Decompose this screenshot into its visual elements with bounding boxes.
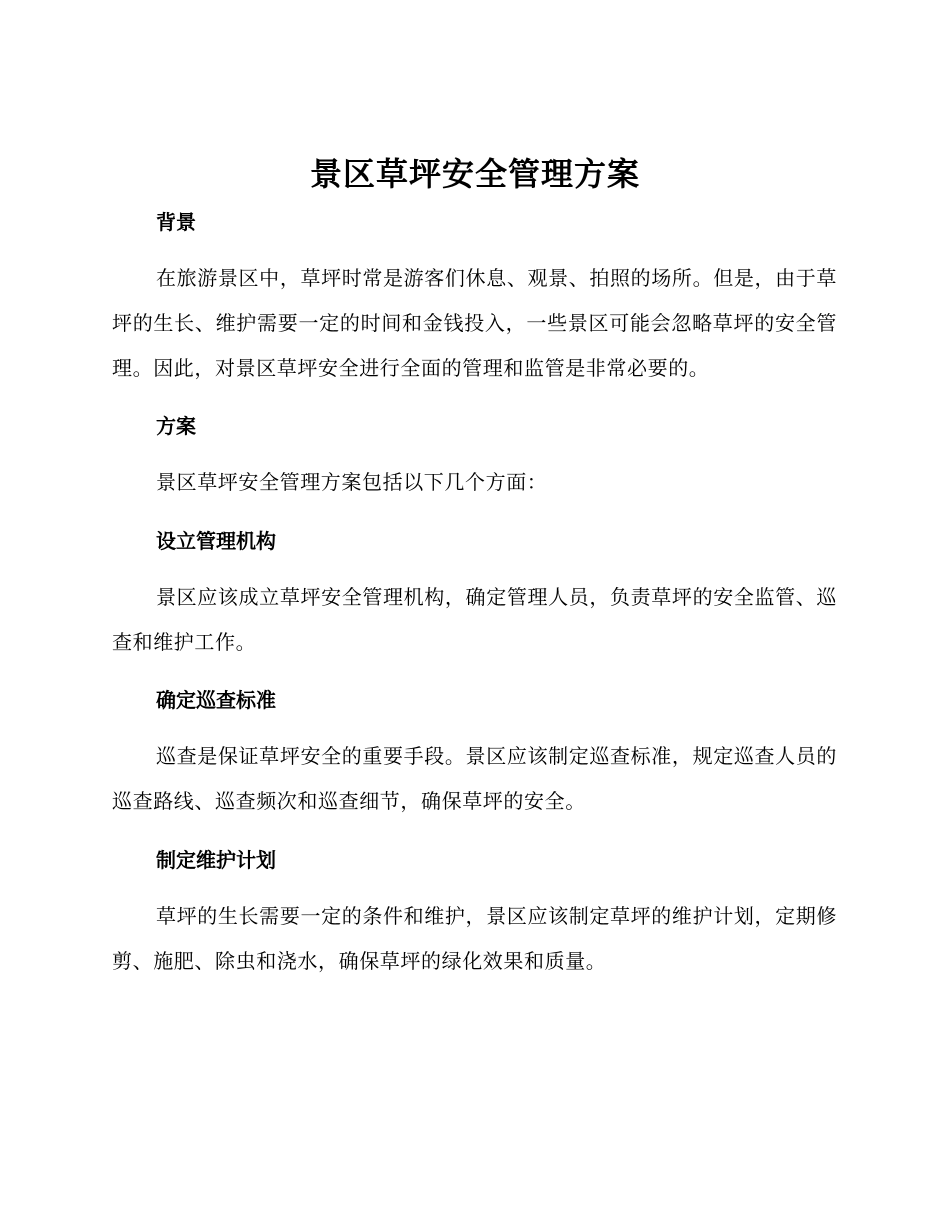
section-heading-background: 背景 <box>156 210 196 234</box>
section-heading-plan: 方案 <box>156 414 196 438</box>
section-paragraph-inspection-standard: 巡查是保证草坪安全的重要手段。景区应该制定巡查标准，规定巡查人员的巡查路线、巡查频次和巡查细节，确保草坪的安全。 <box>112 744 837 813</box>
section-heading-management-body: 设立管理机构 <box>156 529 276 553</box>
section-paragraph-plan: 景区草坪安全管理方案包括以下几个方面： <box>156 470 548 494</box>
section-heading-inspection-standard: 确定巡查标准 <box>156 688 276 712</box>
section-heading-maintenance-plan: 制定维护计划 <box>156 848 276 872</box>
section-paragraph-background: 在旅游景区中，草坪时常是游客们休息、观景、拍照的场所。但是，由于草坪的生长、维护需要一定的时间和金钱投入，一些景区可能会忽略草坪的安全管理。因此，对景区草坪安全进行全面的管理和监管是非常必要的。 <box>112 266 837 380</box>
section-paragraph-maintenance-plan: 草坪的生长需要一定的条件和维护，景区应该制定草坪的维护计划，定期修剪、施肥、除虫和浇水，确保草坪的绿化效果和质量。 <box>112 904 837 973</box>
section-paragraph-management-body: 景区应该成立草坪安全管理机构，确定管理人员，负责草坪的安全监管、巡查和维护工作。 <box>112 585 837 654</box>
document-title: 景区草坪安全管理方案 <box>309 155 640 193</box>
